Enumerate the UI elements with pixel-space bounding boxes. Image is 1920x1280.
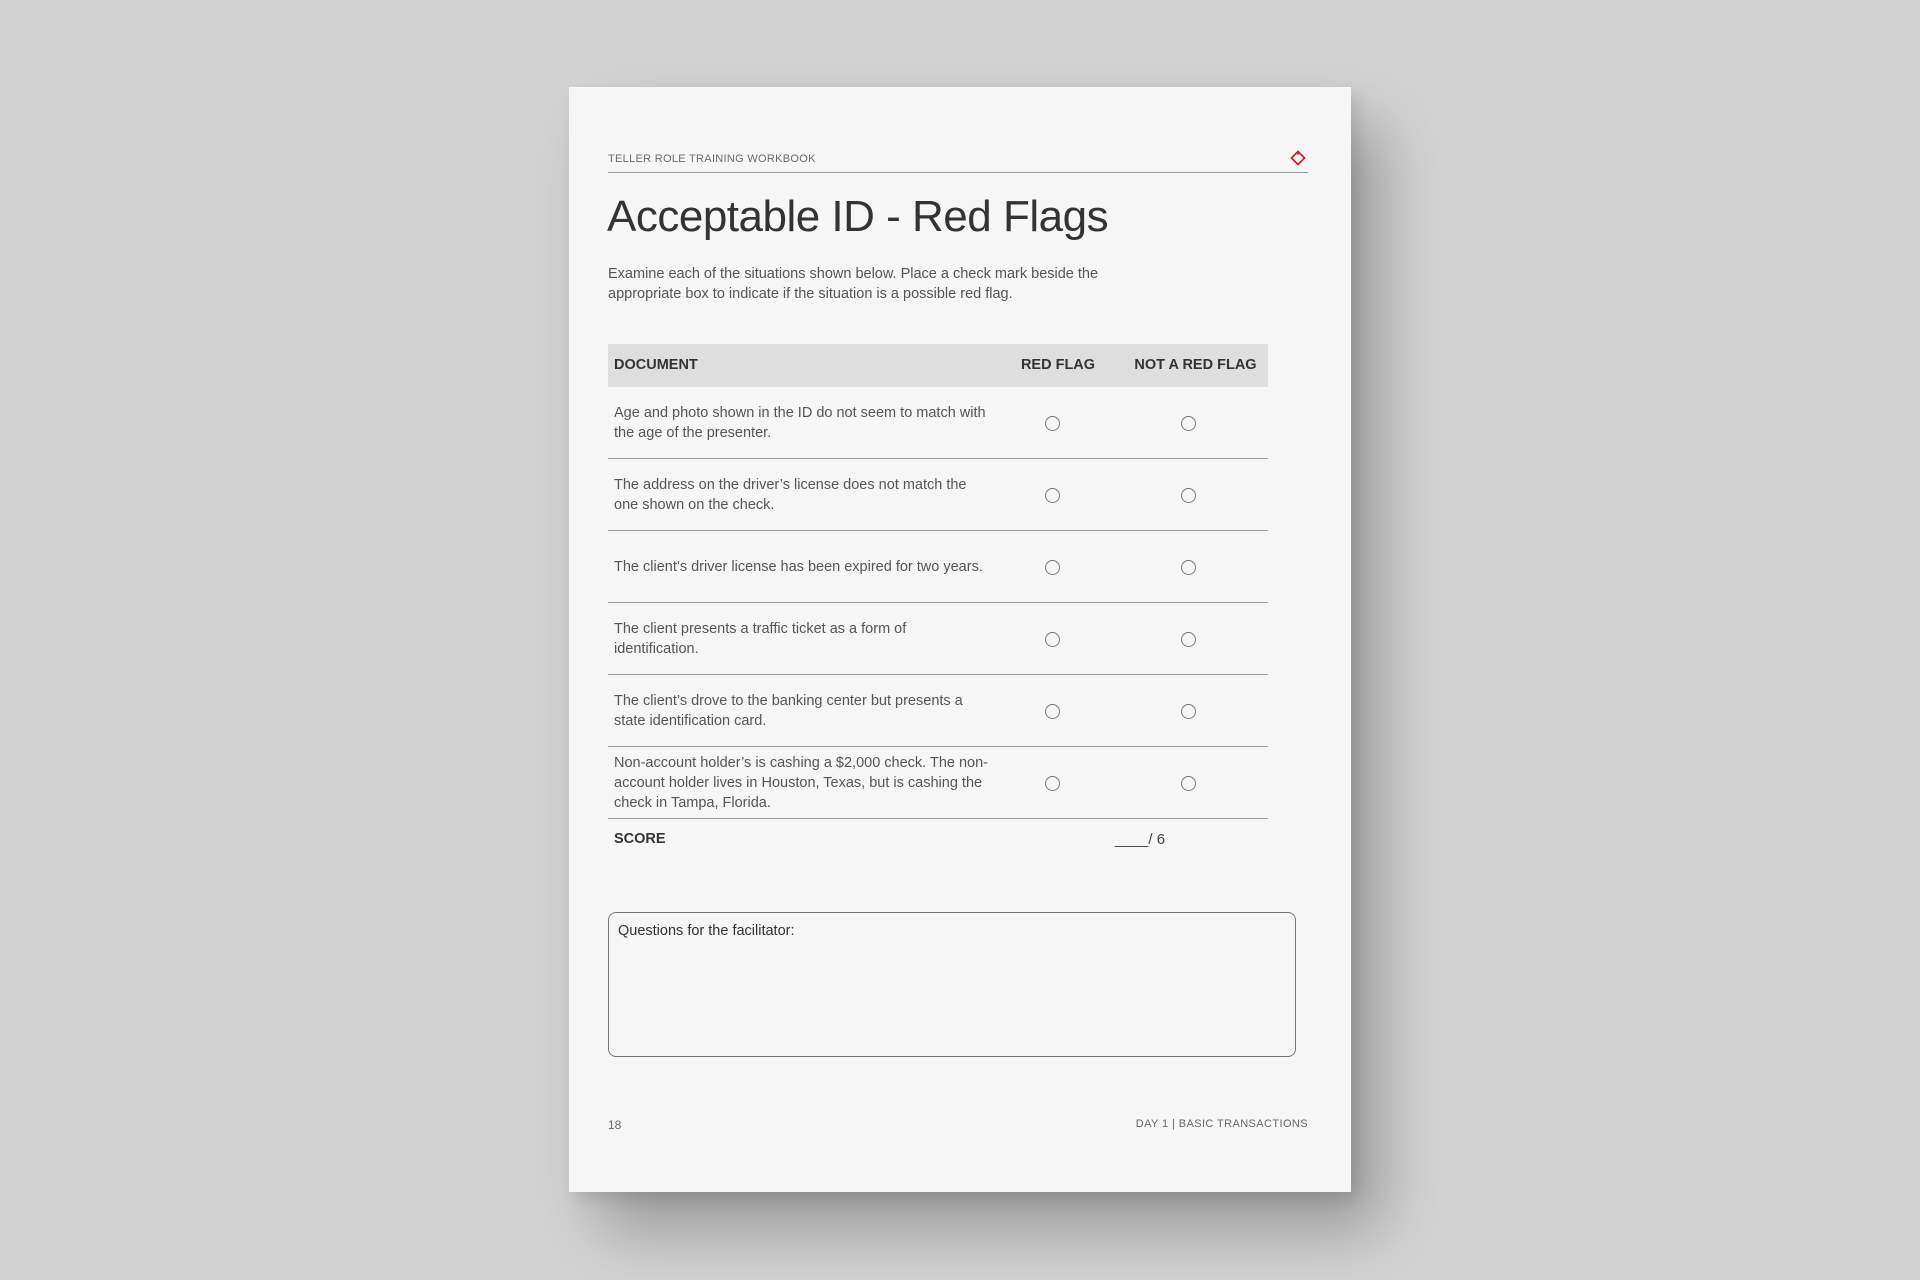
red-flag-radio[interactable]: [1045, 704, 1060, 719]
not-red-flag-radio[interactable]: [1181, 632, 1196, 647]
not-red-flag-radio[interactable]: [1181, 776, 1196, 791]
red-diamond-icon: [1290, 150, 1306, 166]
section-title: DAY 1 | BASIC TRANSACTIONS: [1135, 1118, 1308, 1130]
not-red-flag-radio[interactable]: [1181, 560, 1196, 575]
score-value: ____/ 6: [1115, 831, 1166, 848]
page-title: Acceptable ID - Red Flags: [607, 192, 1109, 241]
red-flag-radio[interactable]: [1045, 776, 1060, 791]
page-number: 18: [608, 1118, 622, 1132]
situation-text: Non-account holder’s is cashing a $2,000 check. The non-account holder lives in Houston, Texas, but is cashing the check in Tampa, Florida.: [614, 754, 989, 811]
table-row: [608, 675, 1268, 747]
table-row: [608, 603, 1268, 675]
column-header-red-flag: RED FLAG: [1020, 357, 1096, 373]
score-label: SCORE: [614, 831, 666, 847]
red-flag-radio[interactable]: [1045, 416, 1060, 431]
page-header: [608, 152, 1308, 173]
table-row: [608, 747, 1268, 819]
column-header-document: DOCUMENT: [614, 357, 698, 373]
not-red-flag-radio[interactable]: [1181, 488, 1196, 503]
situation-text: The client’s driver license has been expired for two years.: [614, 558, 983, 575]
column-header-not-red-flag: NOT A RED FLAG: [1134, 357, 1257, 373]
situation-text: Age and photo shown in the ID do not seem to match with the age of the presenter.: [614, 404, 986, 441]
situation-text: The client presents a traffic ticket as a form of identification.: [614, 620, 907, 657]
score-row: [608, 819, 1268, 863]
situation-text: The address on the driver’s license does not match the one shown on the check.: [614, 476, 967, 513]
not-red-flag-radio[interactable]: [1181, 416, 1196, 431]
red-flag-radio[interactable]: [1045, 632, 1060, 647]
facilitator-questions-box[interactable]: [608, 912, 1296, 1057]
workbook-title: TELLER ROLE TRAINING WORKBOOK: [608, 153, 816, 165]
red-flags-table: [608, 344, 1268, 863]
not-red-flag-radio[interactable]: [1181, 704, 1196, 719]
table-row: [608, 531, 1268, 603]
situation-text: The client’s drove to the banking center but presents a state identification card.: [614, 692, 963, 729]
table-header: [608, 344, 1268, 387]
red-flag-radio[interactable]: [1045, 488, 1060, 503]
red-flag-radio[interactable]: [1045, 560, 1060, 575]
instructions: Examine each of the situations shown below. Place a check mark beside the appropriate box to indicate if the situation is a possible red flag.: [608, 266, 1099, 302]
table-row: [608, 459, 1268, 531]
table-row: [608, 387, 1268, 459]
workbook-page: [569, 87, 1351, 1192]
facilitator-questions-label: Questions for the facilitator:: [618, 923, 795, 939]
